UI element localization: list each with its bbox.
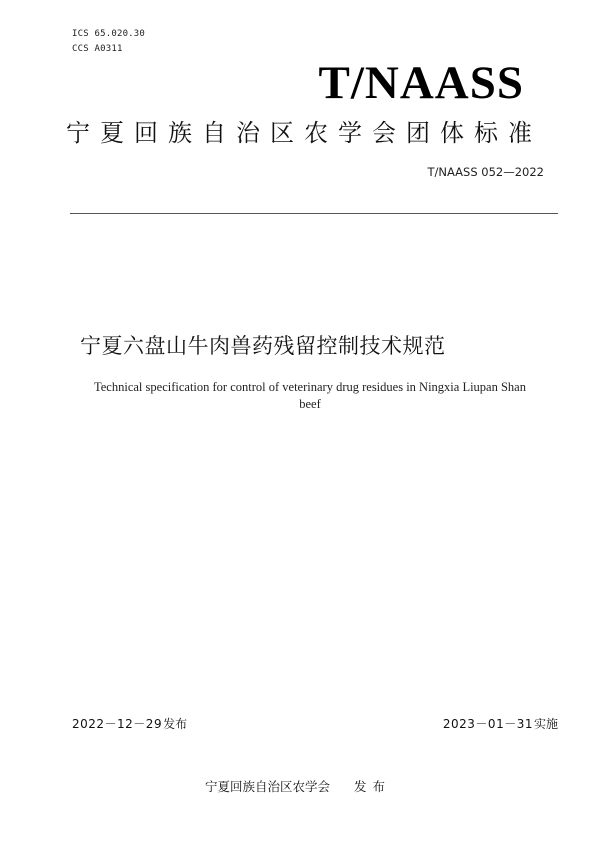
- standard-type-heading: 宁夏回族自治区农学会团体标准: [66, 119, 542, 147]
- publisher-name: 宁夏回族自治区农学会: [205, 779, 331, 794]
- title-english: Technical specification for control of veterinary drug residues in Ningxia Liupan Shan beef: [94, 380, 526, 411]
- publisher-line: [205, 777, 391, 795]
- standard-logo: T/NAASS: [318, 57, 524, 109]
- implementation-label: 实施: [533, 717, 558, 731]
- publisher-action: 发布: [354, 779, 392, 794]
- issue-date-line: [72, 715, 187, 732]
- issue-date: 2022－12－29: [72, 717, 163, 731]
- issue-label: 发布: [163, 717, 188, 731]
- standard-number: T/NAASS 052—2022: [427, 165, 544, 179]
- title-chinese: 宁夏六盘山牛肉兽药残留控制技术规范: [80, 334, 446, 358]
- implementation-date-line: [443, 715, 558, 732]
- ics-code: ICS 65.020.30: [72, 29, 146, 39]
- header-divider: [70, 213, 558, 214]
- implementation-date: 2023－01－31: [442, 717, 533, 731]
- ccs-code: CCS A0311: [72, 44, 123, 54]
